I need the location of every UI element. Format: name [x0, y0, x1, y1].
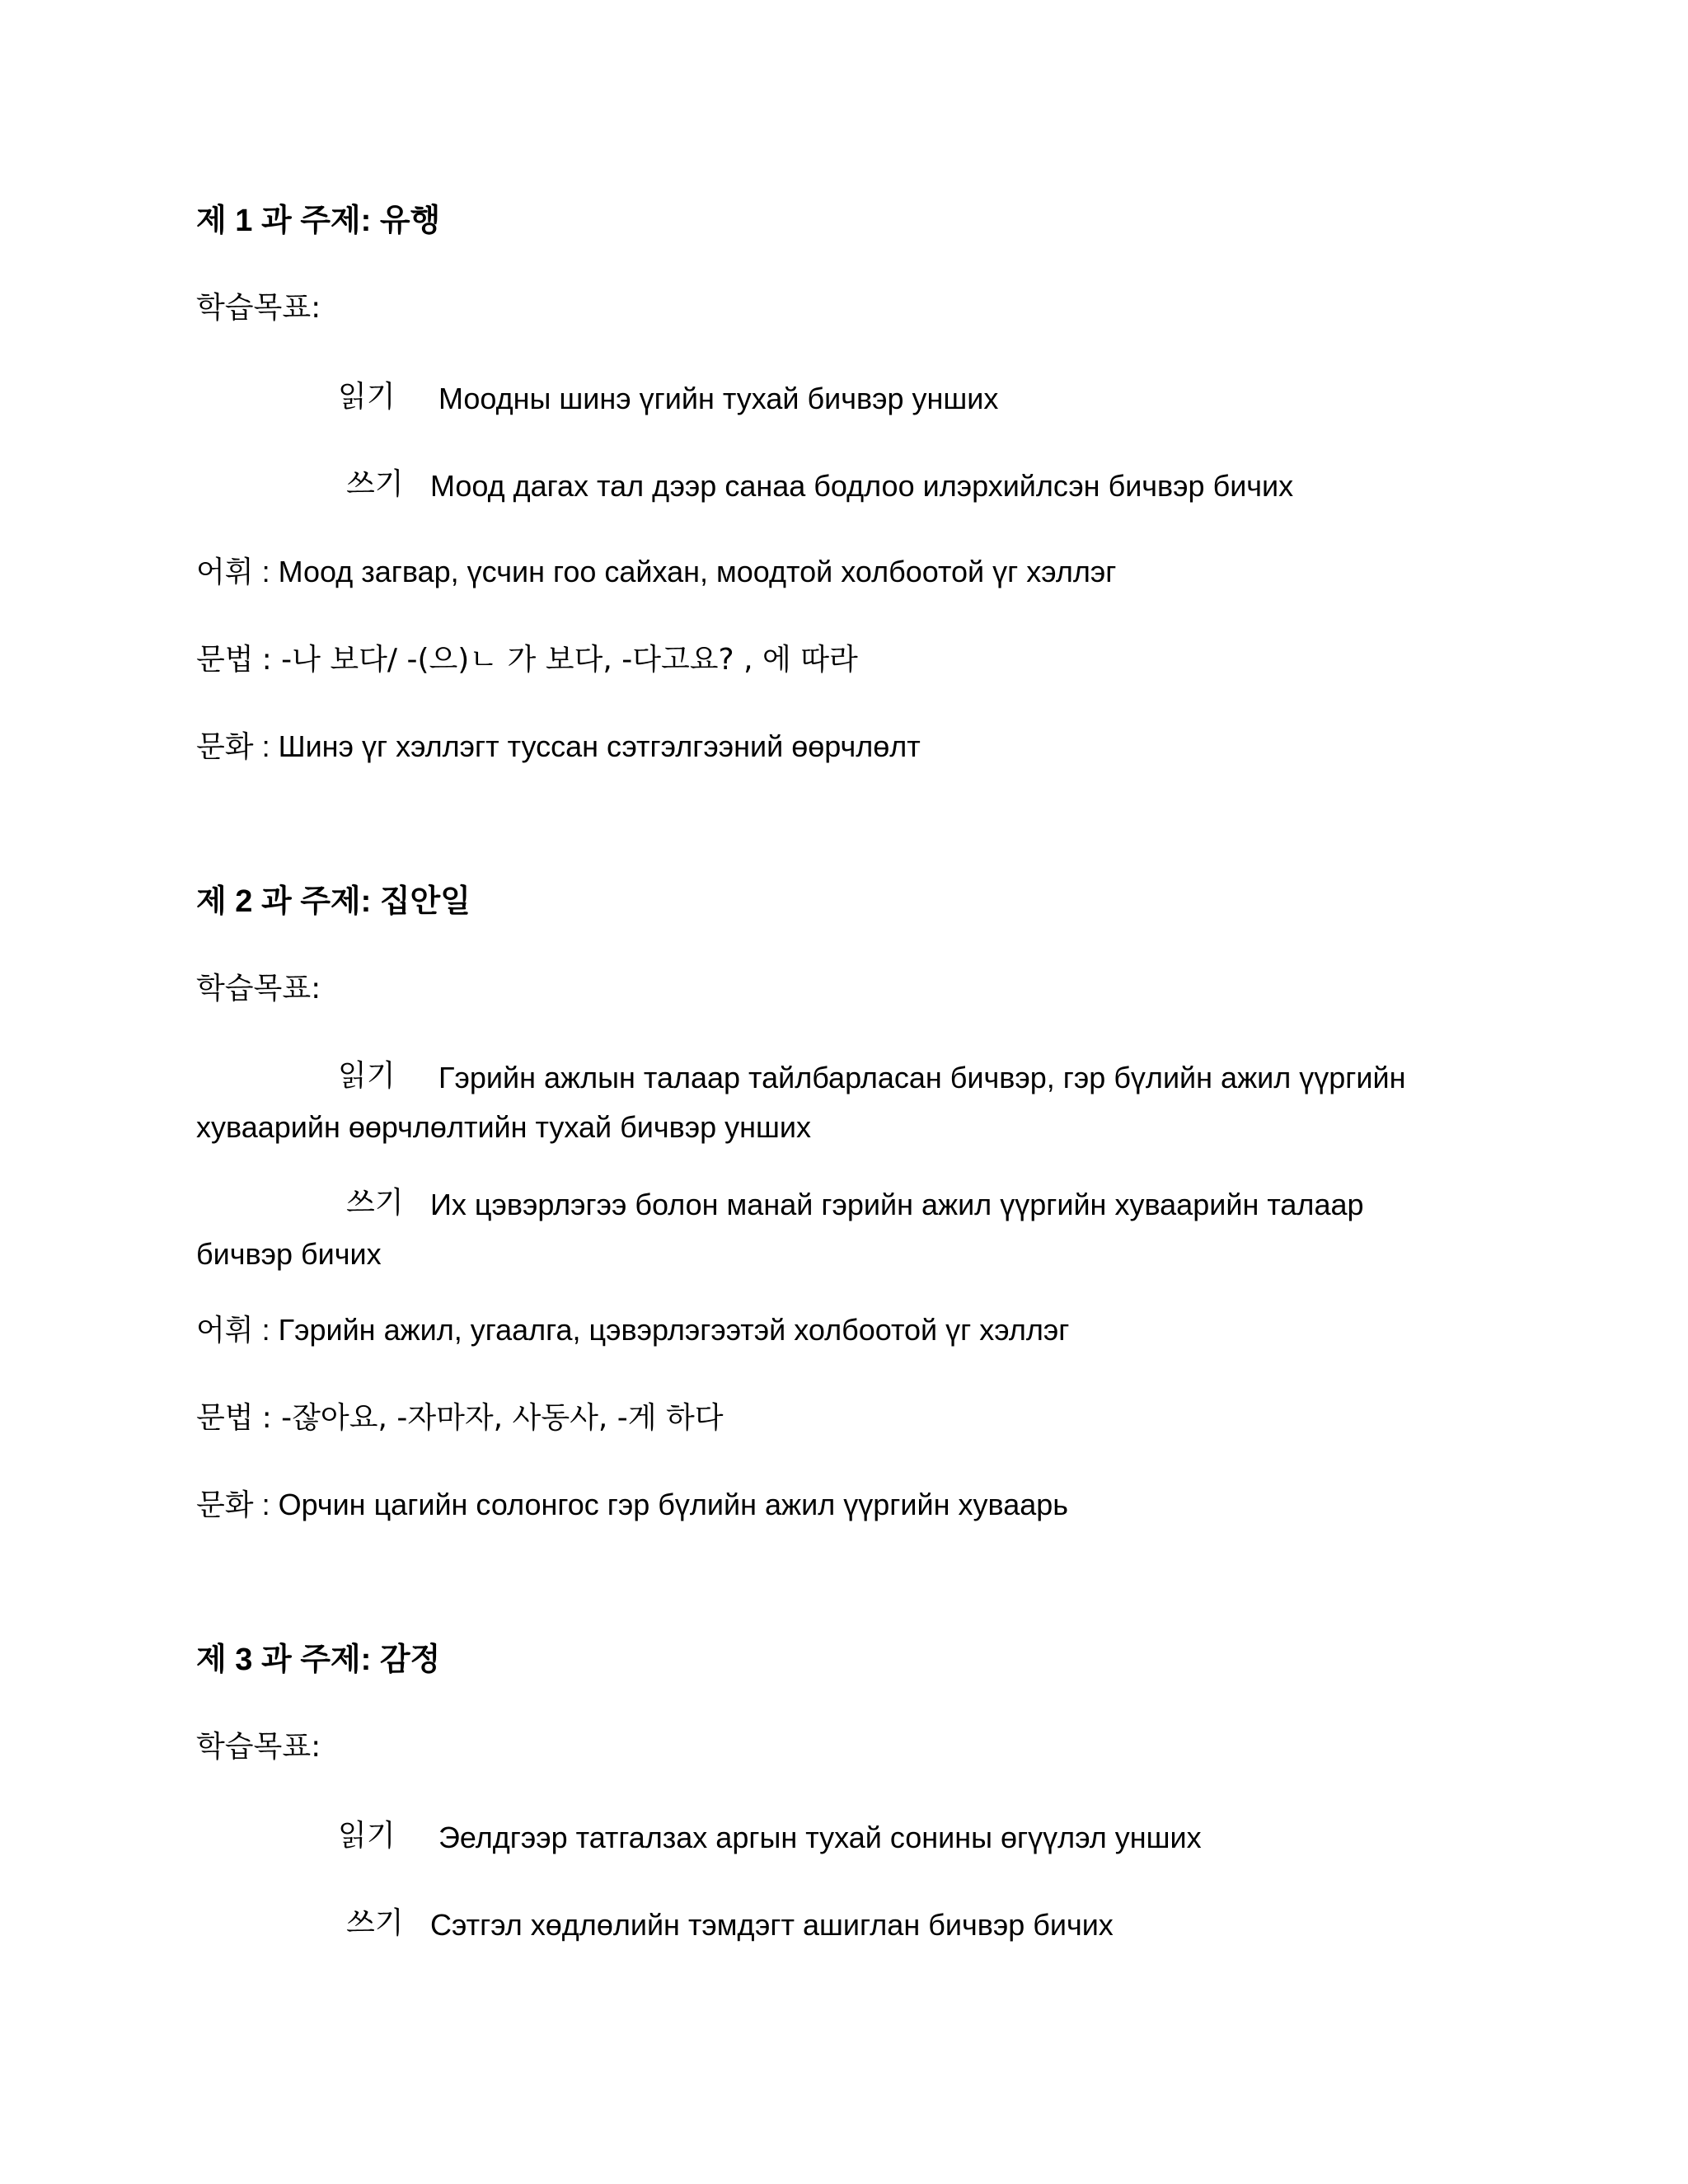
lesson-2-writing-text: Их цэвэрлэгээ болон манай гэрийн ажил үүргийн хуваарийн талаар	[430, 1188, 1364, 1221]
lesson-2-heading: 제 2 과 주제: 집안일	[196, 884, 471, 919]
lesson-1-heading: 제 1 과 주제: 유행	[196, 204, 441, 238]
lesson-1-grammar	[196, 641, 858, 678]
lesson-2-goals-label: 학습목표:	[196, 972, 321, 1005]
lesson-2-reading-text: Гэрийн ажлын талаар тайлбарласан бичвэр, гэр бүлийн ажил үүргийн	[438, 1061, 1406, 1094]
lesson-2-culture	[196, 1487, 1068, 1524]
vocab-label: 어휘	[196, 555, 254, 589]
lesson-1-goals-label: 학습목표:	[196, 291, 321, 325]
vocab-text: : Гэрийн ажил, угаалга, цэвэрлэгээтэй холбоотой үг хэллэг	[261, 1313, 1070, 1347]
lesson-1-reading-tag: 읽기	[338, 380, 396, 414]
lesson-2-reading-tag: 읽기	[338, 1059, 396, 1093]
lesson-1-vocab	[196, 554, 1116, 591]
lesson-2-vocab	[196, 1312, 1069, 1349]
lesson-3-goals-label: 학습목표:	[196, 1730, 321, 1764]
culture-label: 문화	[196, 1488, 254, 1522]
lesson-3-writing-text: Сэтгэл хөдлөлийн тэмдэгт ашиглан бичвэр бичих	[430, 1908, 1114, 1942]
culture-text: : Орчин цагийн солонгос гэр бүлийн ажил үүргийн хуваарь	[261, 1488, 1069, 1521]
grammar-text: : -나 보다/ -(으)ㄴ 가 보다, -다고요? , 에 따라	[261, 643, 858, 677]
lesson-1-reading-text: Моодны шинэ үгийн тухай бичвэр унших	[438, 382, 999, 415]
lesson-1-writing-text: Моод дагах тал дээр санаа бодлоо илэрхийлсэн бичвэр бичих	[430, 469, 1294, 503]
culture-label: 문화	[196, 730, 254, 764]
lesson-2-writing-tag: 쓰기	[346, 1186, 404, 1220]
lesson-2-writing-text-cont: бичвэр бичих	[196, 1237, 382, 1271]
lesson-3-reading-tag: 읽기	[338, 1819, 396, 1853]
vocab-label: 어휘	[196, 1314, 254, 1347]
lesson-2-grammar	[196, 1399, 724, 1436]
lesson-1-writing-tag: 쓰기	[346, 467, 404, 501]
vocab-text: : Моод загвар, үсчин гоо сайхан, моодтой холбоотой үг хэллэг	[261, 555, 1117, 588]
lesson-1-culture	[196, 729, 921, 766]
grammar-text: : -잖아요, -자마자, 사동사, -게 하다	[261, 1401, 724, 1435]
lesson-3-reading-text: Эелдгээр татгалзах аргын тухай сонины өгүүлэл унших	[438, 1821, 1202, 1854]
lesson-3-writing-tag: 쓰기	[346, 1906, 404, 1940]
lesson-3-heading: 제 3 과 주제: 감정	[196, 1643, 441, 1677]
culture-text: : Шинэ үг хэллэгт туссан сэтгэлгээний өөрчлөлт	[261, 729, 921, 763]
grammar-label: 문법	[196, 1401, 254, 1435]
lesson-2-reading-text-cont: хуваарийн өөрчлөлтийн тухай бичвэр унших	[196, 1110, 812, 1144]
grammar-label: 문법	[196, 643, 254, 677]
